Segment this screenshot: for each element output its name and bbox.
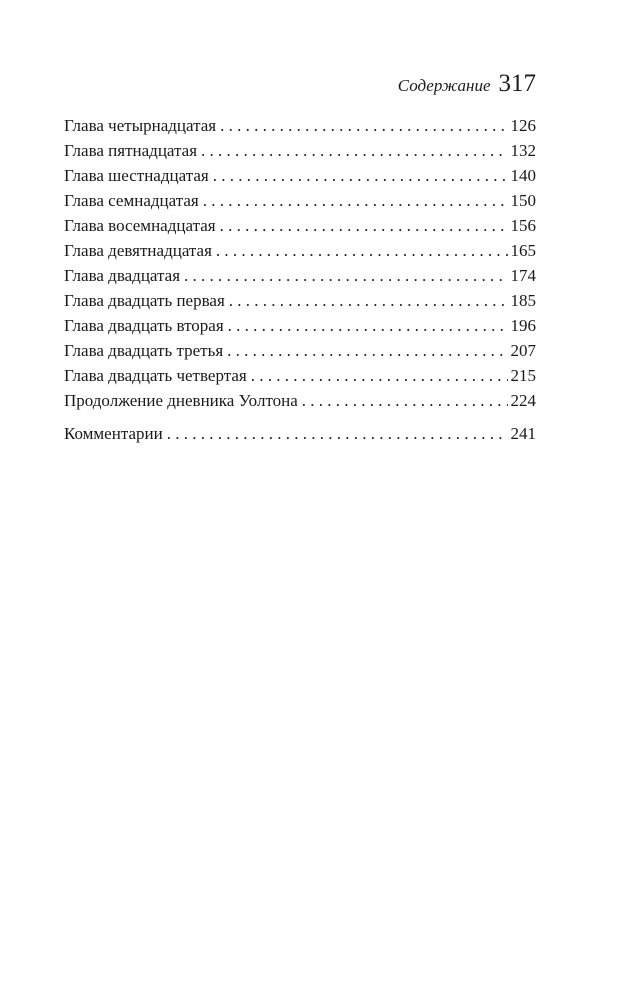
toc-entry-title: Глава семнадцатая [64,191,199,210]
dot-leader [302,388,508,413]
toc-entry-title: Глава двадцатая [64,266,181,285]
toc-entry-title: Глава шестнадцатая [64,166,209,185]
toc-entry-title: Глава двадцать третья [64,341,224,360]
toc-entry-chapter-16[interactable] [64,163,536,188]
toc-entry-title: Глава двадцать первая [64,291,225,310]
toc-entry-chapter-18[interactable] [64,213,536,238]
toc-entry-commentary[interactable] [64,421,536,446]
dot-leader [167,421,508,446]
toc-entry-chapter-17[interactable] [64,188,536,213]
toc-entry-title: Глава восемнадцатая [64,216,216,235]
toc-entry-title: Глава пятнадцатая [64,141,198,160]
section-title: Содержание [397,76,491,95]
running-head [398,70,536,98]
dot-leader [229,288,508,313]
toc-entry-title: Продолжение дневника Уолтона [64,391,298,410]
toc-entry-chapter-20[interactable] [64,263,536,288]
toc-entry-page: 241 [510,424,536,443]
toc-entry-title: Глава четырнадцатая [64,116,217,135]
toc-entry-page: 196 [510,316,536,335]
toc-entry-page: 224 [510,391,536,410]
toc-entry-page: 132 [510,141,536,160]
dot-leader [228,313,508,338]
page-number: 317 [498,70,536,97]
section-spacer [64,413,536,421]
toc-entry-page: 174 [510,266,536,285]
dot-leader [184,263,507,288]
dot-leader [213,163,508,188]
toc-entry-chapter-21[interactable] [64,288,536,313]
toc-entry-chapter-22[interactable] [64,313,536,338]
dot-leader [220,113,507,138]
dot-leader [227,338,507,363]
toc-entry-walton-diary[interactable] [64,388,536,413]
dot-leader [201,138,507,163]
toc-entry-title: Глава девятнадцатая [64,241,212,260]
toc-entry-chapter-19[interactable] [64,238,536,263]
dot-leader [216,238,508,263]
toc-entry-page: 215 [510,366,536,385]
toc-entry-chapter-24[interactable] [64,363,536,388]
toc-entry-page: 140 [510,166,536,185]
toc-entry-chapter-15[interactable] [64,138,536,163]
toc-entry-page: 185 [510,291,536,310]
dot-leader [220,213,508,238]
toc-entry-title: Глава двадцать четвертая [64,366,247,385]
toc-entry-chapter-14[interactable] [64,113,536,138]
toc-entry-page: 156 [510,216,536,235]
dot-leader [251,363,508,388]
toc-entry-page: 150 [510,191,536,210]
table-of-contents [64,113,536,446]
toc-entry-title: Глава двадцать вторая [64,316,224,335]
toc-entry-page: 207 [510,341,536,360]
toc-entry-page: 126 [510,116,536,135]
dot-leader [203,188,508,213]
toc-entry-chapter-23[interactable] [64,338,536,363]
toc-entry-page: 165 [510,241,536,260]
toc-entry-title: Комментарии [64,424,163,443]
